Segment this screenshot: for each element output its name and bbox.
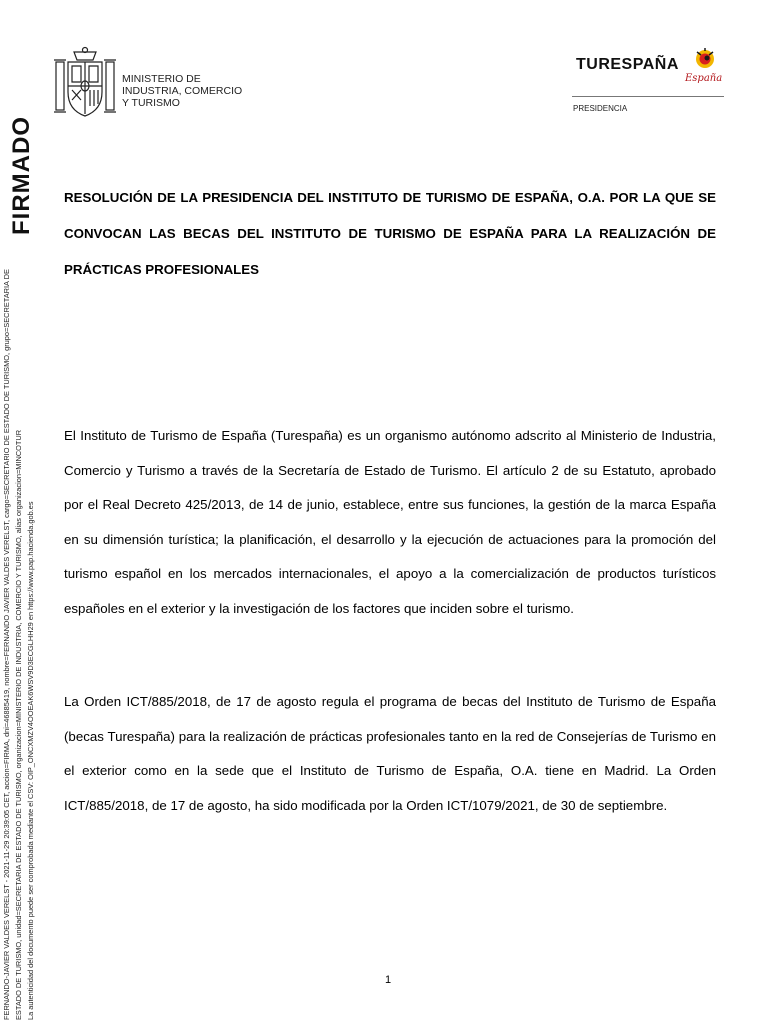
paragraph-1: El Instituto de Turismo de España (Turespaña) es un organismo autónomo adscrito al Ministerio de Industria, Comercio y Turismo a través de la Secretaría de Estado de Turismo. El artículo 2 de su Estatuto, aprobado por el Real Decreto 425/2013, de 14 de junio, establece, entre sus funciones, la gestión de la marca España en su dimensión turística; la planificación, el desarrollo y la ejecución de actuaciones para la promoción del turismo español en los mercados internacionales, el apoyo a la comercialización de productos turísticos españoles en el exterior y la investigación de los factores que inciden sobre el turismo. <box>64 428 716 616</box>
page-number: 1 <box>385 974 392 986</box>
signature-line-3: La autenticidad del documento puede ser comprobada mediante el CSV: OIP_ONCXMZV4OOEAK6WSV9D3ECGLHH29 en https://www.pap.hacienda.gob.es <box>26 501 35 1020</box>
brand-name: TURESPAÑA <box>576 56 679 73</box>
header-divider <box>572 96 724 97</box>
ministry-line-2: INDUSTRIA, COMERCIO <box>122 85 243 97</box>
ministry-line-3: Y TURISMO <box>122 97 180 109</box>
ministry-line-1: MINISTERIO DE <box>122 73 201 85</box>
coat-of-arms-icon <box>52 46 118 120</box>
signature-line-1: FERNANDO-JAVIER VALDES VERELST - 2021-11-29 20:39:05 CET, accion=FIRMA, dni=46885419, nombre=FERNANDO JAVIER VALDES VERELST, cargo=SECRETARIO DE ESTADO DE TURISMO, grupo=SECRETARIA DE <box>2 269 11 1020</box>
document-title: RESOLUCIÓN DE LA PRESIDENCIA DEL INSTITUTO DE TURISMO DE ESPAÑA, O.A. POR LA QUE SE CONVOCAN LAS BECAS DEL INSTITUTO DE TURISMO DE ESPAÑA PARA LA REALIZACIÓN DE PRÁCTICAS PROFESIONALES <box>64 190 716 277</box>
paragraph-2: La Orden ICT/885/2018, de 17 de agosto regula el programa de becas del Instituto de Turismo de España (becas Turespaña) para la realización de prácticas profesionales tanto en la red de Consejerías de Turismo en el exterior como en la sede que el Instituto de Turismo de España, O.A. tiene en Madrid. La Orden ICT/885/2018, de 17 de agosto, ha sido modificada por la Orden ICT/1079/2021, de 30 de septiembre. <box>64 694 716 813</box>
ministry-name <box>122 73 242 109</box>
signature-line-2: ESTADO DE TURISMO, unidad=SECRETARIA DE ESTADO DE TURISMO, organizacion=MINISTERIO DE INDUSTRIA, COMERCIO Y TURISMO, alias organizacion=MINCOTUR <box>14 429 23 1020</box>
signature-metadata <box>2 140 36 1020</box>
brand-logo-text: España <box>685 73 723 84</box>
signature-stamp: FIRMADO <box>8 116 35 235</box>
spain-sun-logo-icon <box>683 48 727 88</box>
brand-department: PRESIDENCIA <box>573 104 628 113</box>
